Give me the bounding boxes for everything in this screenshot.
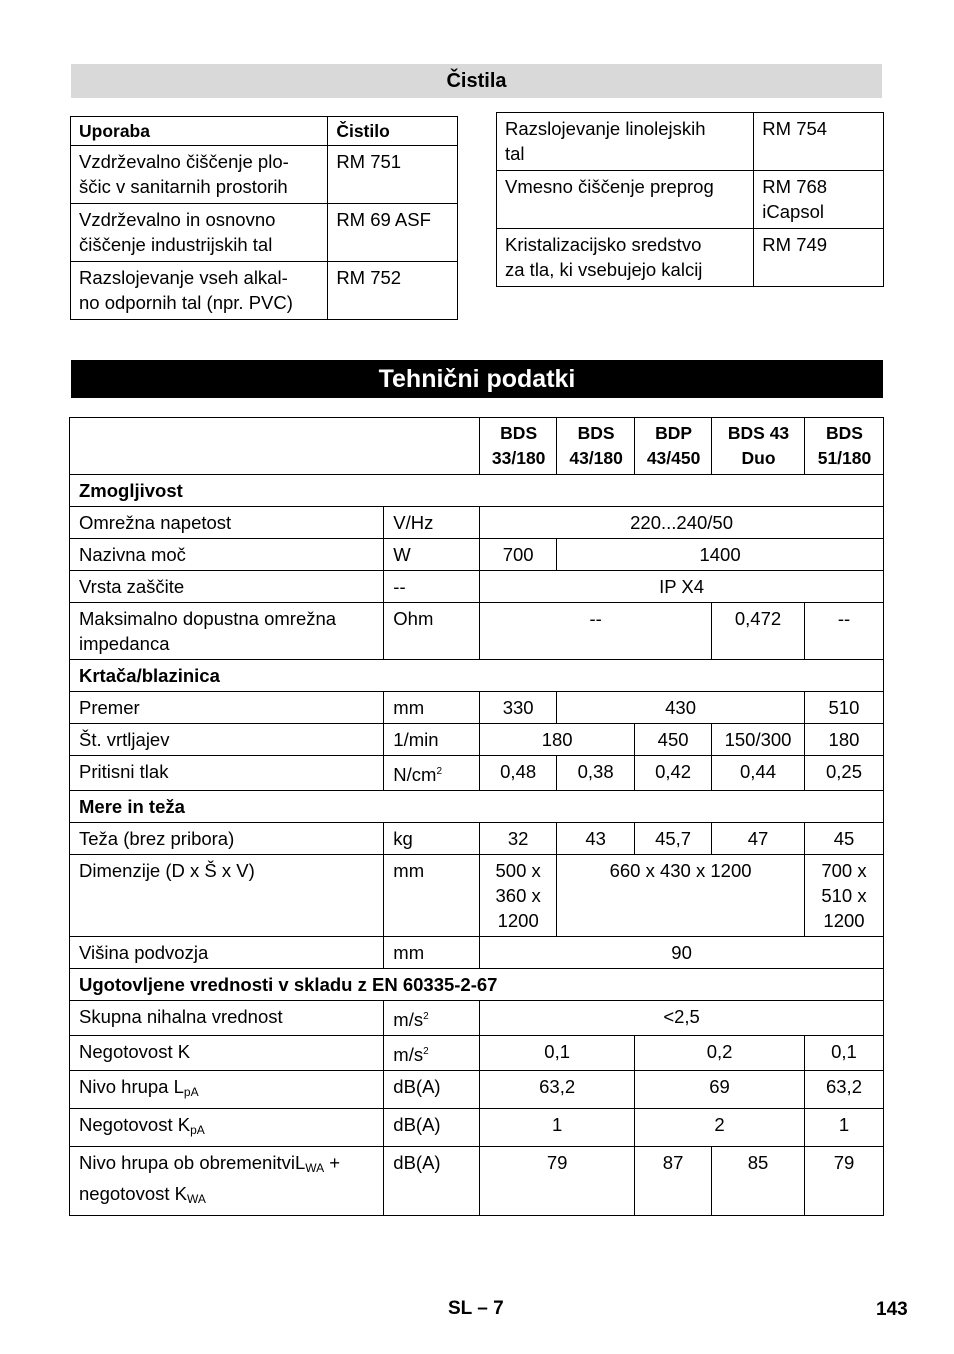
table-row — [70, 539, 884, 571]
value-cell: 87 — [635, 1147, 712, 1216]
model-header: BDP 43/450 — [635, 418, 712, 475]
row-label: Št. vrtljajev — [70, 724, 384, 756]
model-header: BDS 43 Duo — [712, 418, 805, 475]
row-unit: Ohm — [384, 603, 480, 660]
table-row — [70, 1001, 884, 1036]
row-label: Premer — [70, 692, 384, 724]
value-cell: 47 — [712, 823, 805, 855]
row-label: Višina podvozja — [70, 937, 384, 969]
value-cell: 79 — [480, 1147, 635, 1216]
value-cell: 180 — [480, 724, 635, 756]
label-text: Nivo hrupa ob obremenitviL — [79, 1152, 306, 1174]
agent-cell: RM 768 iCapsol — [754, 171, 884, 229]
section-row — [70, 791, 884, 823]
value-cell: 500 x 360 x 1200 — [480, 855, 557, 937]
value-cell: 0,42 — [635, 756, 712, 791]
row-label: Teža (brez pribora) — [70, 823, 384, 855]
value-cell: 700 — [480, 539, 557, 571]
row-unit — [384, 756, 480, 791]
value-cell: <2,5 — [480, 1001, 884, 1036]
use-cell: Razslojevanje vseh alkal- no odpornih tal (npr. PVC) — [71, 262, 328, 320]
cleaners-table-left — [70, 116, 458, 320]
table-row — [70, 1036, 884, 1071]
table-row — [70, 571, 884, 603]
value-cell: -- — [804, 603, 883, 660]
value-cell: 63,2 — [480, 1071, 635, 1109]
table-row — [497, 113, 884, 171]
row-label: Maksimalno dopustna omrežna impedanca — [70, 603, 384, 660]
header-agent: Čistilo — [328, 117, 458, 146]
row-unit: kg — [384, 823, 480, 855]
table-row — [70, 937, 884, 969]
value-cell: 660 x 430 x 1200 — [557, 855, 805, 937]
value-cell: 45 — [804, 823, 883, 855]
row-unit: mm — [384, 692, 480, 724]
models-header-row — [70, 418, 884, 475]
row-label — [70, 1147, 384, 1216]
agent-cell: RM 751 — [328, 146, 458, 204]
table-row — [70, 855, 884, 937]
value-cell: 330 — [480, 692, 557, 724]
value-cell: 430 — [557, 692, 805, 724]
use-cell: Vzdrževalno in osnovno čiščenje industrijskih tal — [71, 204, 328, 262]
value-cell: 45,7 — [635, 823, 712, 855]
value-cell: 450 — [635, 724, 712, 756]
section-row — [70, 660, 884, 692]
row-label: Skupna nihalna vrednost — [70, 1001, 384, 1036]
value-cell: 700 x 510 x 1200 — [804, 855, 883, 937]
row-label: Negotovost K — [70, 1036, 384, 1071]
row-unit: dB(A) — [384, 1071, 480, 1109]
value-cell: 63,2 — [804, 1071, 883, 1109]
value-cell: 0,1 — [804, 1036, 883, 1071]
value-cell: 220...240/50 — [480, 507, 884, 539]
value-cell: 0,38 — [557, 756, 635, 791]
label-text: negotovost K — [79, 1183, 187, 1205]
value-cell: 0,472 — [712, 603, 805, 660]
value-cell: 43 — [557, 823, 635, 855]
table-row — [70, 823, 884, 855]
unit-superscript: 2 — [423, 1011, 429, 1023]
row-label — [70, 1109, 384, 1147]
value-cell: 0,25 — [804, 756, 883, 791]
row-unit: dB(A) — [384, 1147, 480, 1216]
label-subscript: pA — [183, 1085, 199, 1100]
table-row — [497, 229, 884, 287]
table-row — [70, 603, 884, 660]
value-cell: 0,48 — [480, 756, 557, 791]
model-header: BDS 43/180 — [557, 418, 635, 475]
row-unit: dB(A) — [384, 1109, 480, 1147]
section-measured: Ugotovljene vrednosti v skladu z EN 60335-2-67 — [70, 969, 884, 1001]
value-cell: 150/300 — [712, 724, 805, 756]
row-unit — [384, 1036, 480, 1071]
agent-cell: RM 752 — [328, 262, 458, 320]
value-cell: 85 — [712, 1147, 805, 1216]
row-label — [70, 1071, 384, 1109]
row-label: Vrsta zaščite — [70, 571, 384, 603]
unit-superscript: 2 — [423, 1046, 429, 1058]
table-row — [70, 507, 884, 539]
section-row — [70, 475, 884, 507]
table-row — [497, 171, 884, 229]
row-unit: -- — [384, 571, 480, 603]
label-subscript: WA — [187, 1192, 206, 1207]
agent-cell: RM 69 ASF — [328, 204, 458, 262]
unit-text: m/s — [393, 1044, 424, 1066]
table-row — [70, 1147, 884, 1216]
unit-text: m/s — [393, 1009, 424, 1031]
unit-superscript: 2 — [436, 766, 443, 777]
model-header: BDS 51/180 — [804, 418, 883, 475]
row-unit: 1/min — [384, 724, 480, 756]
value-cell: 1 — [480, 1109, 635, 1147]
row-unit: mm — [384, 855, 480, 937]
table-header-row — [71, 117, 458, 146]
agent-cell: RM 749 — [754, 229, 884, 287]
footer-lang: SL — [448, 1298, 472, 1319]
cleaners-table-right — [496, 112, 884, 287]
row-unit: W — [384, 539, 480, 571]
value-cell: 1400 — [557, 539, 884, 571]
value-cell: 79 — [804, 1147, 883, 1216]
use-cell: Kristalizacijsko sredstvo za tla, ki vsebujejo kalcij — [497, 229, 754, 287]
value-cell: 0,2 — [635, 1036, 805, 1071]
table-row — [70, 756, 884, 791]
section-brush: Krtača/blazinica — [70, 660, 884, 692]
row-label: Dimenzije (D x Š x V) — [70, 855, 384, 937]
table-row — [71, 204, 458, 262]
model-header: BDS 33/180 — [480, 418, 557, 475]
label-text: Negotovost K — [79, 1114, 191, 1136]
use-cell: Vmesno čiščenje preprog — [497, 171, 754, 229]
section-capacity: Zmogljivost — [70, 475, 884, 507]
page-number: 143 — [876, 1299, 908, 1320]
value-cell: 2 — [635, 1109, 805, 1147]
table-row — [70, 692, 884, 724]
unit-text: N/cm — [393, 764, 437, 786]
tech-data-heading: Tehnični podatki — [71, 360, 883, 398]
value-cell: 69 — [635, 1071, 805, 1109]
table-row — [71, 262, 458, 320]
use-cell: Vzdrževalno čiščenje plo- ščic v sanitarnih prostorih — [71, 146, 328, 204]
value-cell: 32 — [480, 823, 557, 855]
cleaners-heading: Čistila — [71, 64, 882, 98]
label-subscript: WA — [305, 1161, 325, 1176]
label-text: + — [324, 1152, 341, 1174]
footer-language-page — [448, 1298, 504, 1320]
table-row — [71, 146, 458, 204]
footer-lang-page: – 7 — [477, 1298, 504, 1319]
use-cell: Razslojevanje linolejskih tal — [497, 113, 754, 171]
value-cell: 0,1 — [480, 1036, 635, 1071]
value-cell: IP X4 — [480, 571, 884, 603]
table-row — [70, 1109, 884, 1147]
row-label: Pritisni tlak — [70, 756, 384, 791]
value-cell: -- — [480, 603, 712, 660]
header-use: Uporaba — [71, 117, 328, 146]
section-row — [70, 969, 884, 1001]
section-dims: Mere in teža — [70, 791, 884, 823]
label-text: Nivo hrupa L — [79, 1076, 184, 1098]
value-cell: 510 — [804, 692, 883, 724]
row-label: Omrežna napetost — [70, 507, 384, 539]
agent-cell: RM 754 — [754, 113, 884, 171]
row-unit: mm — [384, 937, 480, 969]
row-unit — [384, 1001, 480, 1036]
value-cell: 180 — [804, 724, 883, 756]
row-label: Nazivna moč — [70, 539, 384, 571]
value-cell: 1 — [804, 1109, 883, 1147]
tech-data-table — [69, 417, 884, 1216]
table-row — [70, 1071, 884, 1109]
value-cell: 90 — [480, 937, 884, 969]
label-subscript: pA — [190, 1123, 205, 1138]
row-unit: V/Hz — [384, 507, 480, 539]
value-cell: 0,44 — [712, 756, 805, 791]
empty-header-cell — [70, 418, 480, 475]
table-row — [70, 724, 884, 756]
